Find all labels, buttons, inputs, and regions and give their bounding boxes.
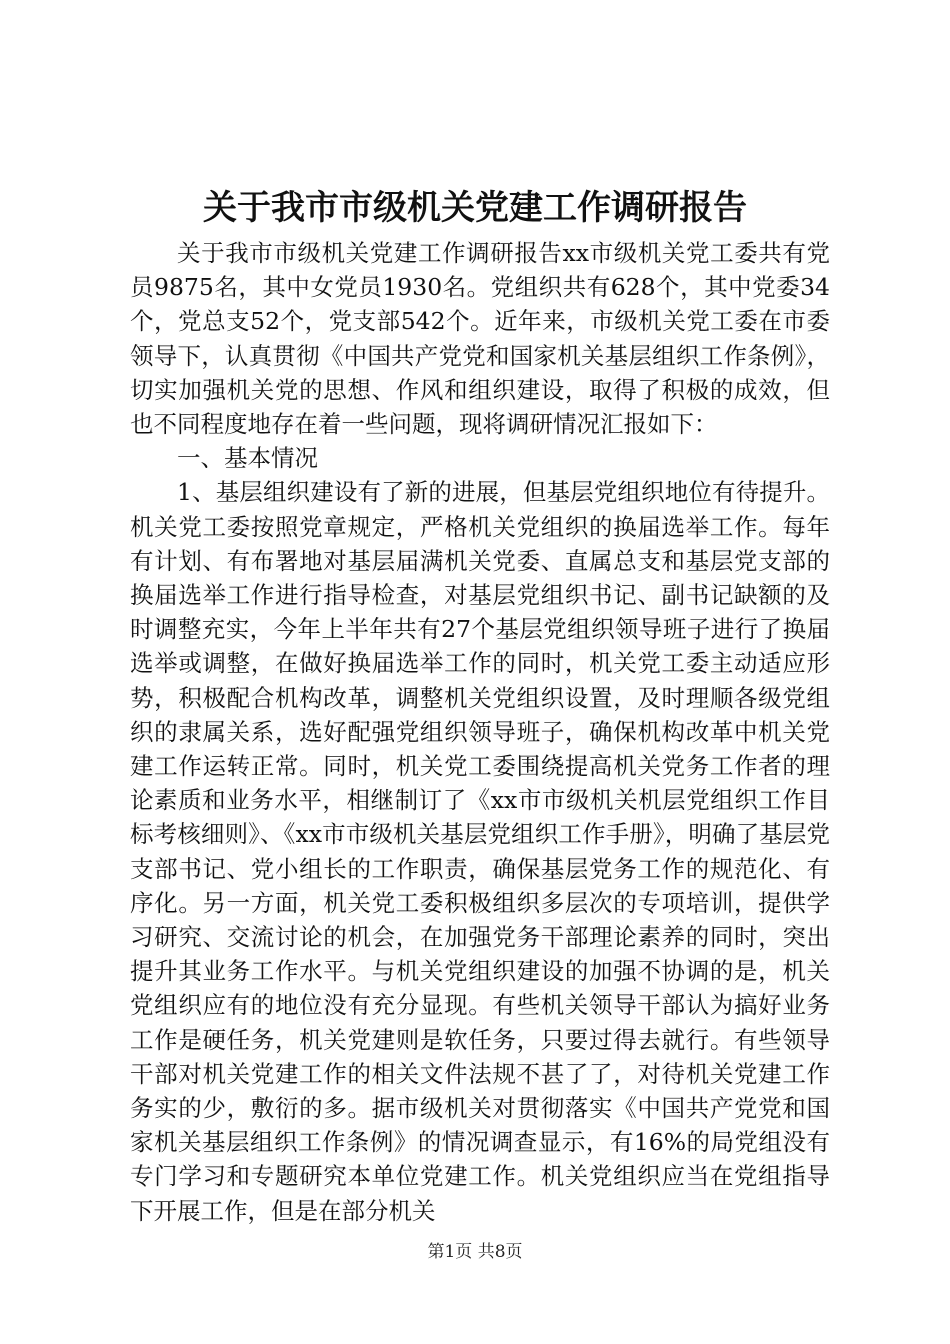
document-body xyxy=(130,236,830,1228)
section-heading-basic: 一、基本情况 xyxy=(177,444,318,473)
paragraph-intro: 关于我市市级机关党建工作调研报告xx市级机关党工委共有党员9875名，其中女党员1930名。党组织共有628个，其中党委34个，党总支52个，党支部542个。近年来，市级机关党工委在市委领导下，认真贯彻《中国共产党党和国家机关基层组织工作条例》，切实加强机关党的思想、作风和组织建设，取得了积极的成效，但也不同程度地存在着一些问题，现将调研情况汇报如下： xyxy=(130,239,830,439)
document-title: 关于我市市级机关党建工作调研报告 xyxy=(203,188,747,228)
paragraph-point-1: 1、基层组织建设有了新的进展，但基层党组织地位有待提升。机关党工委按照党章规定，严格机关党组织的换届选举工作。每年有计划、有布署地对基层届满机关党委、直属总支和基层党支部的换届选举工作进行指导检查，对基层党组织书记、副书记缺额的及时调整充实，今年上半年共有27个基层党组织领导班子进行了换届选举或调整，在做好换届选举工作的同时，机关党工委主动适应形势，积极配合机构改革，调整机关党组织设置，及时理顺各级党组织的隶属关系，选好配强党组织领导班子，确保机构改革中机关党建工作运转正常。同时，机关党工委围绕提高机关党务工作者的理论素质和业务水平，相继制订了《xx市市级机关机层党组织工作目标考核细则》、《xx市市级机关基层党组织工作手册》，明确了基层党支部书记、党小组长的工作职责，确保基层党务工作的规范化、有序化。另一方面，机关党工委积极组织多层次的专项培训，提供学习研究、交流讨论的机会，在加强党务干部理论素养的同时，突出提升其业务工作水平。与机关党组织建设的加强不协调的是，机关党组织应有的地位没有充分显现。有些机关领导干部认为搞好业务工作是硬任务，机关党建则是软任务，只要过得去就行。有些领导干部对机关党建工作的相关文件法规不甚了了，对待机关党建工作务实的少，敷衍的多。据市级机关对贯彻落实《中国共产党党和国家机关基层组织工作条例》的情况调查显示，有16%的局党组没有专门学习和专题研究本单位党建工作。机关党组织应当在党组指导下开展工作，但是在部分机关 xyxy=(130,478,830,1225)
page-number: 第1页 共8页 xyxy=(427,1242,523,1262)
